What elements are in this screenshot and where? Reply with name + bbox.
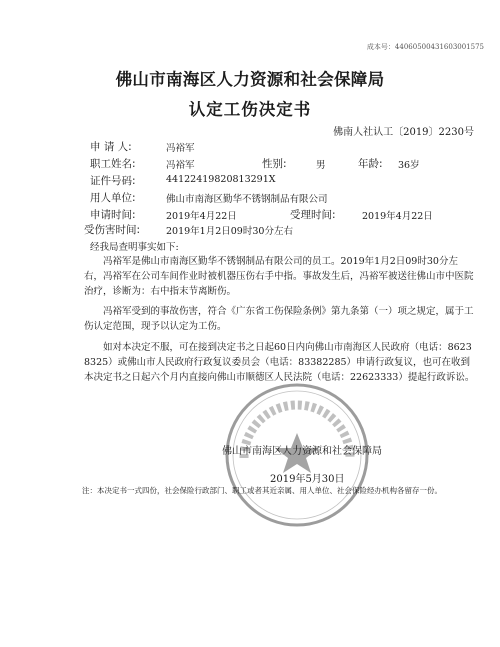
apply-time-value: 2019年4月22日 xyxy=(166,211,237,222)
appeal-paragraph: 如对本决定不服，可在接到决定书之日起60日内向佛山市南海区人民政府（电话：86238325）或佛山市人民政府行政复议委员会（电话：83382285）申请行政复议，也可在收到本决定书之日起六个月内直接向佛山市顺德区人民法院（电话：22623333）提起行政诉讼。 xyxy=(84,342,475,384)
facts-paragraph: 冯裕军是佛山市南海区勤华不锈钢制品有限公司的员工。2019年1月2日09时30分左右，冯裕军在公司车间作业时被机器压伤右手中指。事故发生后，冯裕军被送往佛山市中医院治疗，诊断为：右中指末节离断伤。 xyxy=(84,256,474,298)
employee-name-value: 冯裕军 xyxy=(166,160,195,171)
employee-name-label: 职工姓名: xyxy=(90,158,136,170)
employer-value: 佛山市南海区勤华不锈钢制品有限公司 xyxy=(166,194,328,205)
applicant-label: 申 请 人: xyxy=(90,141,132,153)
decision-paragraph: 冯裕军受到的事故伤害，符合《广东省工伤保险条例》第九条第（一）项之规定，属于工伤认定范围，现予以认定为工伤。 xyxy=(84,306,474,333)
signature-organization: 佛山市南海区人力资源和社会保障局 xyxy=(222,446,382,457)
footnote: 注：本决定书一式四份，社会保险行政部门、职工或者其近亲属、用人单位、社会保险经办机构各留存一份。 xyxy=(82,486,442,495)
accept-time-label: 受理时间: xyxy=(290,209,336,221)
serial-number: 成本号：44060500431603001575 xyxy=(366,43,484,51)
age-value: 36岁 xyxy=(398,160,420,171)
applicant-value: 冯裕军 xyxy=(166,143,195,154)
document-number: 佛南人社认工〔2019〕2230号 xyxy=(333,127,474,138)
issuing-authority-title: 佛山市南海区人力资源和社会保障局 xyxy=(115,70,385,89)
document-title: 认定工伤决定书 xyxy=(188,100,312,119)
gender-value: 男 xyxy=(316,160,326,171)
age-label: 年龄: xyxy=(358,158,383,170)
id-number-value: 44122419820813291X xyxy=(166,174,276,185)
accept-time-value: 2019年4月22日 xyxy=(362,211,433,222)
injury-time-label: 受伤害时间: xyxy=(84,224,141,236)
apply-time-label: 申请时间: xyxy=(90,209,136,221)
facts-intro: 经我局查明事实如下: xyxy=(90,242,179,253)
employer-label: 用人单位: xyxy=(90,192,136,204)
id-number-label: 证件号码: xyxy=(90,175,136,187)
injury-time-value: 2019年1月2日09时30分左右 xyxy=(166,226,293,237)
signature-date: 2019年5月30日 xyxy=(270,474,345,485)
gender-label: 性别: xyxy=(262,158,287,170)
